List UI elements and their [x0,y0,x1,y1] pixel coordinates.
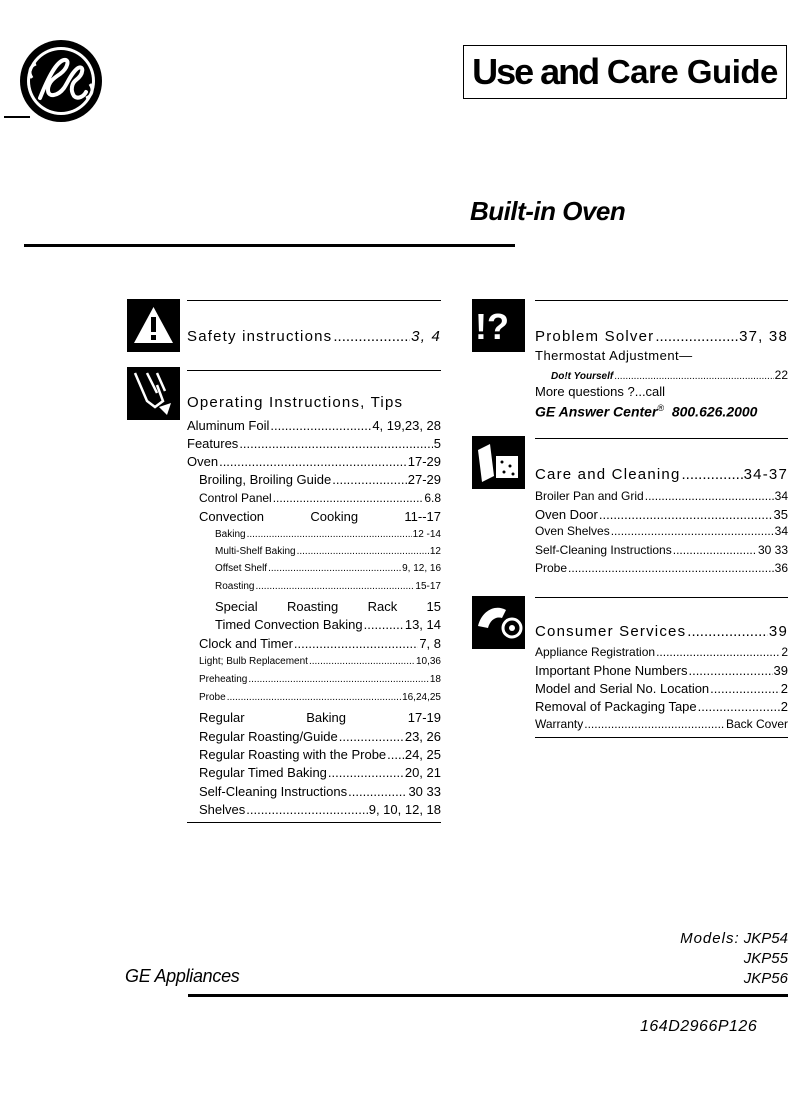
leader-dots [248,674,429,685]
toc-pages: 15-17 [415,581,441,592]
toc-pages: 10,36 [415,656,441,667]
model-number: JKP54 [743,930,788,947]
toc-pages: 36 [774,561,788,575]
leader-dots [698,699,780,714]
sponge-icon [472,436,525,489]
toc-pages: 5 [433,436,441,451]
leader-dots [270,418,371,433]
leader-dots [599,507,773,522]
toc-care-cleaning[interactable] [535,466,788,483]
toc-label: Problem Solver [535,328,655,345]
answer-center-phone: 800.626.2000 [671,403,758,420]
toc-pages: 7, 8 [419,636,441,651]
toc-problem-solver[interactable] [535,328,788,345]
operating-end-rule [187,822,441,823]
toc-label: Self-Cleaning Instructions [199,784,348,799]
toc-entry[interactable] [199,692,441,703]
toc-entry[interactable] [199,491,441,505]
toc-label: Important Phone Numbers [535,663,688,678]
toc-entry[interactable] [199,784,441,799]
toc-label-part: Rack [367,599,398,614]
toc-pages: 39 [773,663,788,678]
toc-label: Regular [199,710,245,725]
toc-pages: 34 [774,489,788,503]
toc-entry[interactable] [535,507,788,522]
toc-entry[interactable] [535,489,788,503]
toc-label: Safety instructions [187,328,333,345]
answer-center-line [535,403,757,420]
leader-dots [364,617,404,632]
toc-label: Shelves [199,802,246,817]
toc-label: Offset Shelf [215,563,268,574]
toc-pages: 17-19 [407,710,441,725]
guide-title [463,45,787,99]
toc-entry[interactable] [199,802,441,817]
question-icon [472,299,525,352]
toc-label: Oven Shelves [535,524,610,538]
footer-divider [188,994,788,997]
toc-pages: 2 [780,699,788,714]
company-name: GE Appliances [125,966,240,986]
leader-dots [656,645,780,659]
toc-entry[interactable] [199,710,441,725]
toc-entry[interactable] [199,472,441,487]
leader-dots [297,546,429,557]
toc-label: Oven Door [535,507,598,522]
toc-pages: 9, 10, 12, 18 [368,802,441,817]
leader-dots [255,581,414,592]
toc-label: Roasting [215,581,255,592]
toc-entry[interactable] [199,674,441,685]
toc-label: Broiler Pan and Grid [535,489,644,503]
toc-label: Do!t Yourself [551,371,614,382]
leader-dots [655,328,738,345]
leader-dots [681,466,742,483]
part-number: 164D2966P126 [640,1018,758,1035]
toc-entry[interactable] [199,729,441,744]
toc-pages: 34-37 [743,466,788,483]
leader-dots [611,524,774,538]
toc-label: Care and Cleaning [535,466,681,483]
leader-dots [246,802,367,817]
product-subtitle: Built-in Oven [470,196,626,226]
toc-entry[interactable] [199,509,441,524]
toc-label: Warranty [535,717,584,731]
consumer-rule [535,597,788,598]
leader-dots [328,765,404,780]
toc-pages: 13, 14 [404,617,441,632]
warning-icon [127,299,180,352]
toc-label: Removal of Packaging Tape [535,699,697,714]
registered-mark: ® [657,403,665,413]
toc-label: Special [215,599,258,614]
hand-touch-icon [127,367,180,420]
toc-entry[interactable] [215,546,441,557]
toc-pages: 20, 21 [404,765,441,780]
toc-label: Multi-Shelf Baking [215,546,296,557]
leader-dots [333,328,410,345]
toc-label: Consumer Services [535,623,687,640]
toc-pages: 6.8 [424,491,441,505]
model-number: JKP56 [743,970,788,987]
leader-dots [294,636,418,651]
toc-label: Model and Serial No. Location [535,681,710,696]
toc-entry[interactable] [199,747,441,762]
toc-label-part: Cooking [310,509,359,524]
operating-rule [187,370,441,371]
care-rule [535,438,788,439]
toc-pages: 39 [768,623,788,640]
problem-rule [535,300,788,301]
toc-label: Features [187,436,239,451]
toc-label: Oven [187,454,219,469]
toc-pages: 2 [780,681,788,696]
leader-dots [219,454,407,469]
logo-mark-line [4,116,30,118]
toc-do-it-yourself[interactable] [551,368,788,382]
models-label: Models: [680,930,740,947]
leader-dots [348,784,407,799]
toc-pages: 30 33 [757,543,788,557]
toc-entry[interactable] [199,656,441,667]
toc-pages: 16,24,25 [402,692,441,703]
toc-entry[interactable] [199,636,441,651]
toc-pages: 30 33 [408,784,441,799]
leader-dots [710,681,780,696]
toc-pages: 23, 26 [404,729,441,744]
toc-entry[interactable] [535,663,788,678]
toc-pages: 18 [429,674,441,685]
toc-pages: 3, 4 [411,328,441,345]
leader-dots [268,563,401,574]
svg-text:!?: !? [475,306,509,347]
toc-label: Preheating [199,674,248,685]
toc-pages: 2 [781,645,788,659]
toc-entry[interactable] [535,717,788,731]
toc-entry[interactable] [535,645,788,659]
leader-dots [239,436,432,451]
toc-label: Light; Bulb Replacement [199,656,308,667]
toc-label: Regular Timed Baking [199,765,327,780]
leader-dots [687,623,768,640]
toc-label: Baking [215,529,246,540]
toc-pages: 17-29 [407,454,441,469]
toc-label: Broiling, Broiling Guide [199,472,332,487]
toc-safety[interactable] [187,328,441,345]
toc-entry[interactable] [535,524,788,538]
toc-label: Clock and Timer [199,636,293,651]
toc-pages: 15 [426,599,441,614]
leader-dots [614,371,773,382]
operating-heading: Operating Instructions, Tips [187,394,404,411]
toc-consumer-services[interactable] [535,623,788,640]
leader-dots [673,543,757,557]
toc-pages: 24, 25 [404,747,441,762]
toc-entry[interactable] [215,599,441,614]
models-line-1 [600,930,788,947]
toc-label: Appliance Registration [535,645,656,659]
ge-logo [18,38,104,124]
leader-dots [247,529,412,540]
leader-dots [339,729,404,744]
toc-pages: 35 [773,507,788,522]
toc-entry[interactable] [215,617,441,632]
toc-entry[interactable] [215,563,441,574]
toc-entry[interactable] [215,581,441,592]
leader-dots [387,747,404,762]
toc-pages: 37, 38 [739,328,788,345]
safety-rule [187,300,441,301]
toc-label: Aluminum Foil [187,418,270,433]
toc-label: Probe [199,692,226,703]
leader-dots [688,663,772,678]
leader-dots [273,491,424,505]
toc-entry[interactable] [535,681,788,696]
toc-pages: 12 [429,546,441,557]
toc-entry[interactable] [535,543,788,557]
title-care-guide: Care Guide [606,53,778,90]
leader-dots [309,656,415,667]
consumer-end-rule [535,737,788,738]
toc-pages: 34 [774,524,788,538]
toc-entry[interactable] [215,529,441,540]
toc-entry[interactable] [187,454,441,469]
more-questions-line: More questions ?...call [535,384,666,399]
toc-label: Self-Cleaning Instructions [535,543,672,557]
toc-pages: 27-29 [407,472,441,487]
phone-service-icon [472,596,525,649]
toc-label: Regular Roasting with the Probe [199,747,387,762]
toc-pages: 11--17 [404,509,441,524]
toc-entry[interactable] [535,699,788,714]
header-divider [24,244,515,247]
toc-label-part: Roasting [286,599,339,614]
toc-label: Regular Roasting/Guide [199,729,338,744]
toc-entry[interactable] [535,561,788,575]
toc-pages: 22 [774,368,788,382]
toc-pages: 12 -14 [412,529,441,540]
leader-dots [332,472,407,487]
toc-label: Convection [199,509,265,524]
model-number: JKP55 [743,950,788,967]
thermostat-line: Thermostat Adjustment— [535,348,693,363]
leader-dots [227,692,401,703]
toc-entry[interactable] [199,765,441,780]
toc-label: Probe [535,561,568,575]
toc-pages: 9, 12, 16 [402,563,441,574]
toc-label: Timed Convection Baking [215,617,363,632]
leader-dots [645,489,774,503]
toc-entry[interactable] [187,418,441,433]
leader-dots [568,561,774,575]
answer-center-name: GE Answer Center [535,403,658,420]
toc-label-part: Baking [306,710,347,725]
leader-dots [584,717,725,731]
toc-pages: 4, 19,23, 28 [372,418,441,433]
toc-label: Control Panel [199,491,272,505]
title-use-and: Use and [472,51,599,92]
toc-entry[interactable] [187,436,441,451]
toc-pages: Back Cover [725,717,788,731]
